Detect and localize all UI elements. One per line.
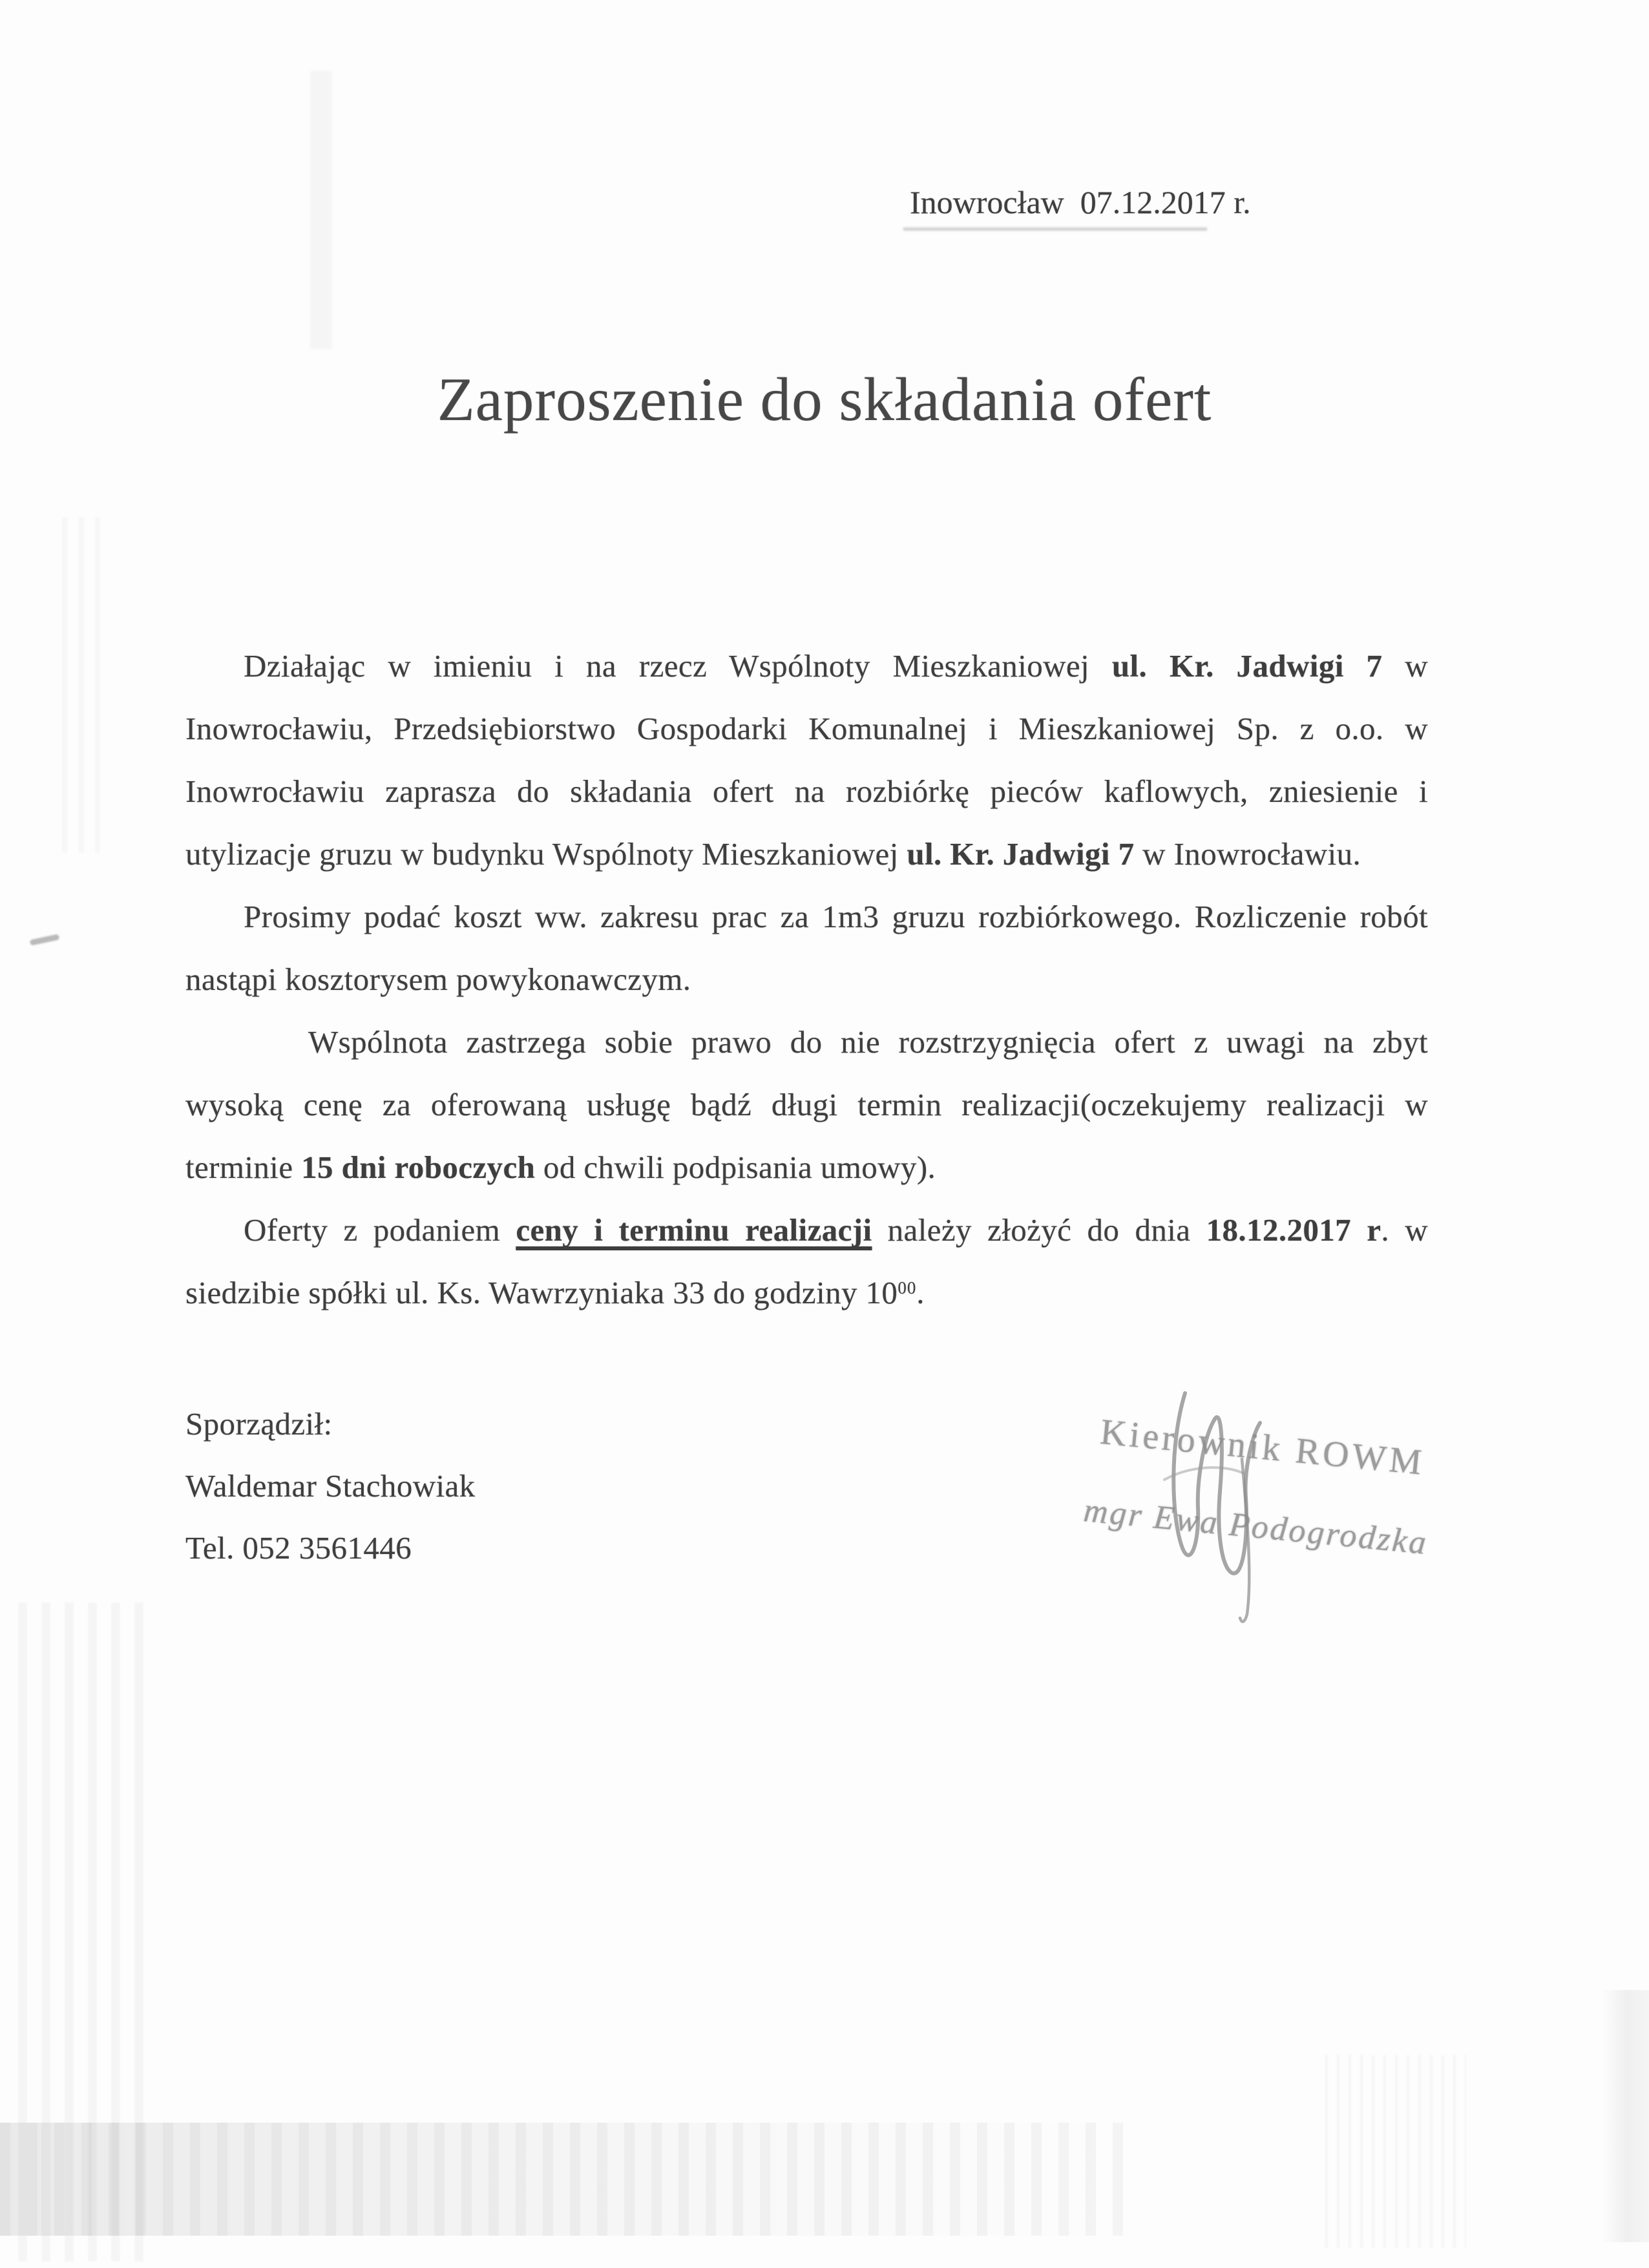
prepared-by-phone: Tel. 052 3561446	[185, 1530, 412, 1566]
prepared-by-block	[185, 1393, 476, 1579]
pencil-mark	[30, 934, 60, 945]
address-bold: ul. Kr. Jadwigi 7	[907, 836, 1135, 872]
body-text: należy złożyć do dnia	[872, 1212, 1206, 1248]
letter-body	[185, 635, 1428, 1329]
body-text: terminie	[185, 1150, 302, 1185]
scan-band-bottom	[0, 2123, 1137, 2236]
body-line	[185, 1199, 1428, 1261]
date-line: Inowrocław 07.12.2017 r.	[910, 184, 1251, 220]
date-underline-smudge	[903, 227, 1207, 231]
body-line: wysoką cenę za oferowaną usługę bądź długi termin realizacji(oczekujemy realizacji w	[185, 1087, 1428, 1122]
scan-streak-bottom-mid	[1325, 2055, 1467, 2249]
body-line	[185, 635, 1428, 697]
body-line: Inowrocławiu, Przedsiębiorstwo Gospodarki Komunalnej i Mieszkaniowej Sp. z o.o. w	[185, 711, 1428, 746]
scan-streak-left-middle	[61, 517, 100, 853]
body-text: w	[1382, 648, 1428, 684]
prepared-by-name: Waldemar Stachowiak	[185, 1468, 476, 1504]
hour-superscript: 00	[898, 1278, 917, 1298]
stamp-position-line: Kierownik ROWM	[1098, 1412, 1427, 1484]
scan-strip-right-edge	[1601, 1990, 1649, 2242]
body-text: w Inowrocławiu.	[1134, 836, 1361, 872]
body-text: Oferty z podaniem	[244, 1212, 516, 1248]
body-line	[185, 1136, 1428, 1199]
body-line: Wspólnota zastrzega sobie prawo do nie rozstrzygnięcia ofert z uwagi na zbyt	[308, 1024, 1428, 1060]
due-date-bold: 18.12.2017 r	[1206, 1212, 1381, 1248]
body-text: .	[916, 1275, 925, 1310]
body-text: utylizacje gruzu w budynku Wspólnoty Mieszkaniowej	[185, 836, 907, 872]
prepared-by-label: Sporządził:	[185, 1406, 333, 1442]
body-line	[185, 823, 1428, 885]
body-line: Inowrocławiu zaprasza do składania ofert na rozbiórkę pieców kaflowych, zniesienie i	[185, 773, 1428, 809]
deadline-bold: 15 dni roboczych	[301, 1150, 536, 1185]
body-text: Działając w imieniu i na rzecz Wspólnoty Mieszkaniowej	[244, 648, 1112, 684]
stamp-name-line: mgr Ewa Podogrodzka	[1082, 1492, 1430, 1562]
handwritten-signature	[1145, 1381, 1300, 1627]
address-bold: ul. Kr. Jadwigi 7	[1111, 648, 1383, 684]
page-title: Zaproszenie do składania ofert	[437, 365, 1212, 434]
body-line	[185, 1261, 1428, 1329]
body-text: . w	[1381, 1212, 1428, 1248]
body-text: od chwili podpisania umowy).	[535, 1150, 936, 1185]
body-text: siedzibie spółki ul. Ks. Wawrzyniaka 33 do godziny 10	[185, 1275, 898, 1310]
scan-streak-top	[310, 71, 332, 349]
scan-streaks-left-lower	[18, 1602, 144, 2262]
offer-requirements-underlined: ceny i terminu realizacji	[516, 1212, 872, 1248]
body-line: Prosimy podać koszt ww. zakresu prac za 1m3 gruzu rozbiórkowego. Rozliczenie robót	[244, 899, 1428, 934]
body-line: nastąpi kosztorysem powykonawczym.	[185, 961, 691, 997]
